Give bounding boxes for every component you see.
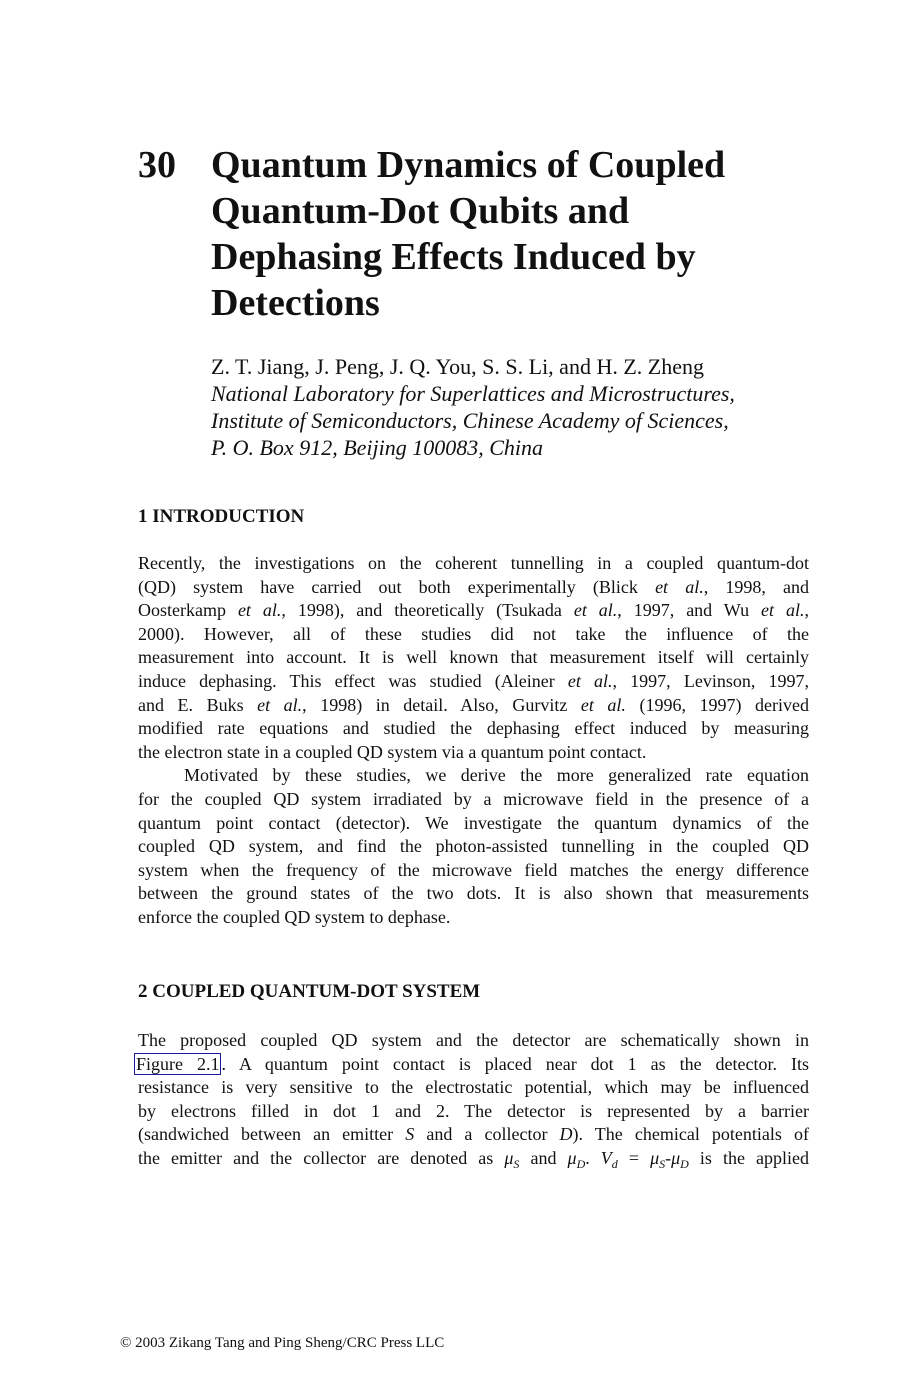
chapter-number: 30 [138,144,176,186]
text-run: ). The chemical potentials of [572,1124,809,1145]
text-line: The proposed coupled QD system and the detector are schematically shown in [138,1030,809,1050]
text-line: Oosterkamp et al., 1998), and theoretically (Tsukada et al., 1997, and Wu et al., [138,600,809,621]
text-line: modified rate equations and studied the dephasing effect induced by measuring [138,718,809,739]
section-heading-coupled-qd-system: 2 COUPLED QUANTUM-DOT SYSTEM [138,981,481,1002]
text-run: and a collector [414,1124,560,1145]
text-line: between the ground states of the two dots. It is also shown that measurements [138,883,809,904]
text-run: (sandwiched between an emitter [138,1124,406,1145]
symbol-mu: μ [567,1147,577,1168]
title-line: Quantum-Dot Qubits and [211,190,630,232]
text-run: - [665,1147,672,1168]
title-line: Quantum Dynamics of Coupled [211,144,726,186]
symbol-s: S [405,1124,415,1145]
subscript: S [513,1156,520,1171]
authors: Z. T. Jiang, J. Peng, J. Q. You, S. S. Li, and H. Z. Zheng [211,354,704,379]
section2-text [138,1029,809,1171]
text-line: induce dephasing. This effect was studied (Aleiner et al., 1997, Levinson, 1997, [138,670,809,691]
symbol-mu: μ [671,1147,681,1168]
text-line [138,1123,809,1147]
text-line: resistance is very sensitive to the electrostatic potential, which may be influenced [138,1077,809,1098]
symbol-d: D [559,1124,573,1145]
section-heading-introduction: 1 INTRODUCTION [138,506,305,527]
affiliation-line: Institute of Semiconductors, Chinese Academy of Sciences, [211,408,729,433]
title-line: Dephasing Effects Induced by [211,236,696,278]
text-line: the electron state in a coupled QD system via a quantum point contact. [138,741,647,762]
introduction-text [138,552,809,930]
text-line [138,1147,809,1171]
text-line: enforce the coupled QD system to dephase. [138,906,451,927]
text-line: quantum point contact (detector). We investigate the quantum dynamics of the [138,812,809,833]
text-line: by electrons filled in dot 1 and 2. The detector is represented by a barrier [138,1100,809,1121]
text-line: system when the frequency of the microwave field matches the energy difference [138,859,809,880]
copyright-footer: © 2003 Zikang Tang and Ping Sheng/CRC Press LLC [120,1335,445,1351]
text-line: measurement into account. It is well known that measurement itself will certainly [138,647,809,668]
subscript: D [576,1156,586,1171]
text-line: 2000). However, all of these studies did not take the influence of the [138,623,809,644]
text-line: Motivated by these studies, we derive the more generalized rate equation [184,765,809,786]
symbol-mu: μ [650,1147,660,1168]
author-block [211,353,851,461]
title-line: Detections [211,282,380,324]
text-line [138,1053,809,1077]
text-line: coupled QD system, and find the photon-assisted tunnelling in the coupled QD [138,836,809,857]
text-line: and E. Buks et al., 1998) in detail. Also, Gurvitz et al. (1996, 1997) derived [138,694,809,715]
text-line: (QD) system have carried out both experimentally (Blick et al., 1998, and [138,576,809,597]
symbol-v: V [600,1147,612,1168]
subscript: S [659,1156,666,1171]
text-run: = [617,1147,651,1168]
text-run: is the applied [688,1147,810,1168]
text-run: the emitter and the collector are denoted as [138,1147,505,1168]
chapter-title [211,142,851,326]
text-run: . A quantum point contact is placed near dot 1 as the detector. Its [221,1053,809,1074]
text-line: for the coupled QD system irradiated by a microwave field in the presence of a [138,788,809,809]
subscript: D [680,1156,689,1171]
text-line: Recently, the investigations on the coherent tunnelling in a coupled quantum-dot [138,553,809,573]
text-run: and [519,1147,568,1168]
subscript: d [611,1156,618,1171]
affiliation-line: P. O. Box 912, Beijing 100083, China [211,435,544,460]
text-run: . [585,1147,601,1168]
figure-2-1-link[interactable]: Figure 2.1 [136,1053,220,1074]
symbol-mu: μ [504,1147,514,1168]
affiliation-line: National Laboratory for Superlattices and Microstructures, [211,381,735,406]
